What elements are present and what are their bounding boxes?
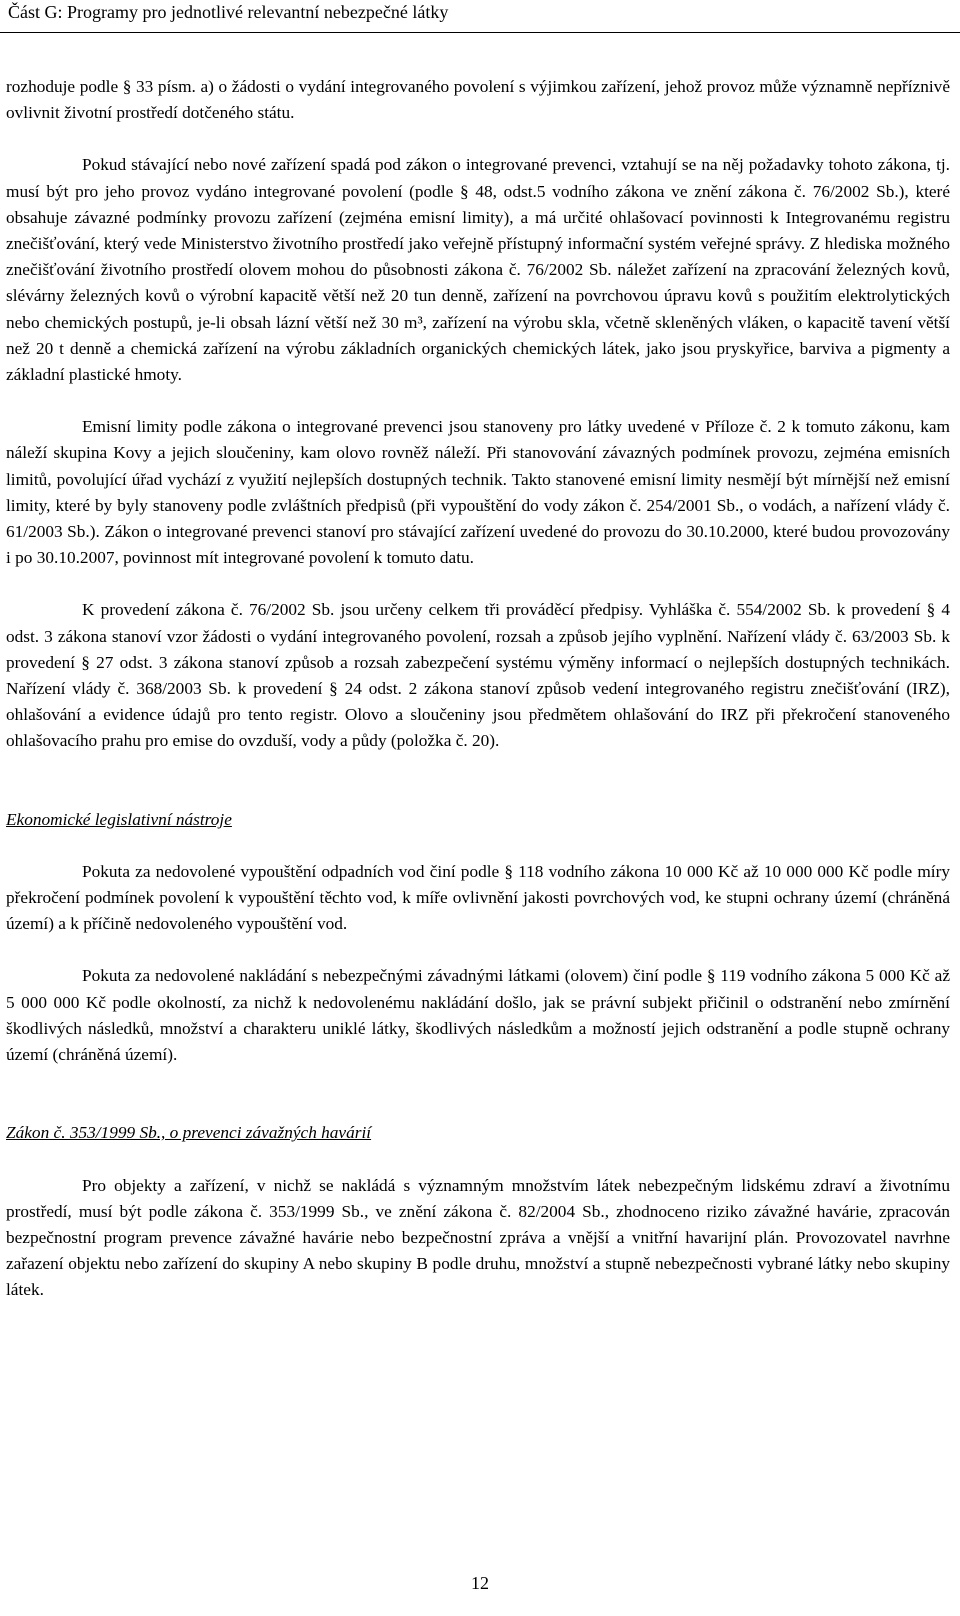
- paragraph-integrated-prevention: Pokud stávající nebo nové zařízení spadá pod zákon o integrované prevenci, vztahují se na něj požadavky tohoto zákona, tj. musí být pro jeho provoz vydáno integrované povolení (podle § 48, odst.5 vodního zákona ve znění zákona č. 76/2002 Sb.), které obsahuje závazné podmínky provozu zařízení (zejména emisní limity), a má určité ohlašovací povinnosti k Integrovanému registru znečišťování, který vede Ministerstvo životního prostředí jako veřejně přístupný informační systém veřejné správy. Z hlediska možného znečišťování životního prostředí olovem mohou do působnosti zákona č. 76/2002 Sb. náležet zařízení na zpracování železných kovů, slévárny železných kovů o výrobní kapacitě větší než 20 tun denně, zařízení na povrchovou úpravu kovů s použitím elektrolytických nebo chemických postupů, je-li obsah lázní větší než 30 m³, zařízení na výrobu skla, včetně skleněných vláken, o kapacitě tavení větší než 20 t denně a chemická zařízení na výrobu základních organických chemických látek, jako jsou pryskyřice, barviva a pigmenty a základní plastické hmoty.: [6, 155, 950, 385]
- paragraph-fine-wastewater: Pokuta za nedovolené vypouštění odpadních vod činí podle § 118 vodního zákona 10 000 Kč až 10 000 000 Kč podle míry překročení podmínek povolení k vypouštění těchto vod, k míře ovlivnění jakosti povrchových vod, ke stupni ochrany území (chráněná území) a k příčině nedovoleného vypouštění vod.: [6, 861, 950, 934]
- section-title-economic-instruments: Ekonomické legislativní nástroje: [6, 809, 232, 829]
- paragraph-fine-hazardous-substances: Pokuta za nedovolené nakládání s nebezpečnými závadnými látkami (olovem) činí podle § 119 vodního zákona 5 000 Kč až 5 000 000 Kč podle okolností, za nichž k nedovolenému nakládání došlo, jak se právní subjekt přičinil o odstranění nebo zmírnění škodlivých následků, množství a charakteru uniklé látky, škodlivých následkům a možností jejich odstranění a podle stupně ochrany území (chráněná území).: [6, 966, 950, 1065]
- paragraph-major-accidents: Pro objekty a zařízení, v nichž se nakládá s významným množstvím látek nebezpečným lidskému zdraví a životnímu prostředí, musí být podle zákona č. 353/1999 Sb., ve znění zákona č. 82/2004 Sb., zhodnoceno riziko závažné havárie, zpracován bezpečnostní program prevence závažné havárie nebo bezpečnostní zpráva a vnější a vnitřní havarijní plán. Provozovatel navrhne zařazení objektu nebo zařízení do skupiny A nebo skupiny B podle druhu, množství a stupně nebezpečnosti vybrané látky nebo skupiny látek.: [6, 1175, 950, 1300]
- paragraph-implementing-regulations: K provedení zákona č. 76/2002 Sb. jsou určeny celkem tři prováděcí předpisy. Vyhláška č. 554/2002 Sb. k provedení § 4 odst. 3 zákona stanoví vzor žádosti o vydání integrovaného povolení, rozsah a způsob jejího vyplnění. Nařízení vlády č. 63/2003 Sb. k provedení § 27 odst. 3 zákona stanoví způsob a rozsah zabezpečení systému výměny informací o nejlepších dostupných technikách. Nařízení vlády č. 368/2003 Sb. k provedení § 24 odst. 2 zákona stanoví způsob vedení integrovaného registru znečišťování (IRZ), ohlašování a evidence údajů pro tento registr. Olovo a sloučeniny jsou předmětem ohlašování do IRZ při překročení stanoveného ohlašovacího prahu pro emise do ovzduší, vody a půdy (položka č. 20).: [6, 600, 950, 751]
- running-header: Část G: Programy pro jednotlivé relevantní nebezpečné látky: [8, 2, 449, 22]
- paragraph-continued: rozhoduje podle § 33 písm. a) o žádosti o vydání integrovaného povolení s výjimkou zařízení, jehož provoz může významně nepříznivě ovlivnit životní prostředí dotčeného státu.: [6, 77, 950, 123]
- page-body: [6, 74, 950, 1304]
- header-rule: [0, 32, 960, 33]
- page-number: 12: [471, 1573, 489, 1593]
- section-title-major-accidents-act: Zákon č. 353/1999 Sb., o prevenci závažných havárií: [6, 1123, 372, 1143]
- paragraph-emission-limits: Emisní limity podle zákona o integrované prevenci jsou stanoveny pro látky uvedené v Příloze č. 2 k tomuto zákonu, kam náleží skupina Kovy a jejich sloučeniny, kam olovo rovněž náleží. Při stanovování závazných podmínek provozu, zejména emisních limitů, povolující úřad vychází z využití nejlepších dostupných technik. Takto stanovené emisní limity nesmějí být mírnější než emisní limity, které by byly stanoveny podle zvláštních předpisů (při vypouštění do vody zákon č. 254/2001 Sb., o vodách, a nařízení vlády č. 61/2003 Sb.). Zákon o integrované prevenci stanoví pro stávající zařízení uvedené do provozu do 30.10.2000, které budou provozovány i po 30.10.2007, povinnost mít integrované povolení k tomuto datu.: [6, 417, 950, 568]
